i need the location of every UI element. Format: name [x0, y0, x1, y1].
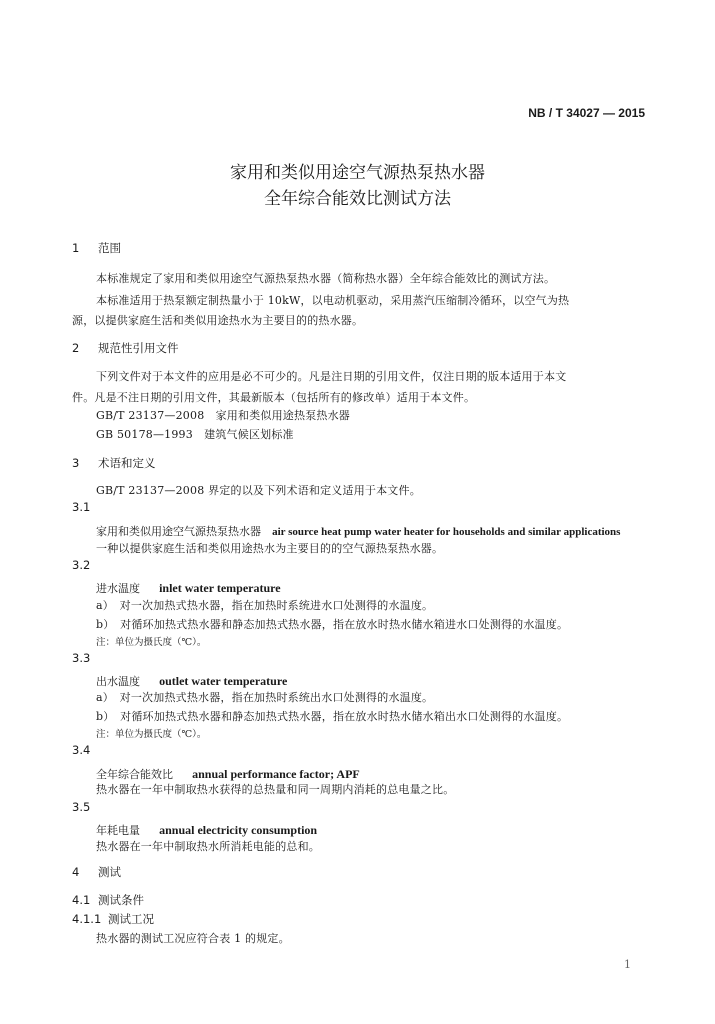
paragraph: 本标准适用于热泵额定制热量小于 10kW，以电动机驱动，采用蒸汽压缩制冷循环，以空气为热 — [96, 294, 570, 307]
term-english: air source heat pump water heater for households and similar applications — [272, 526, 621, 538]
term-number: 3.2 — [72, 558, 91, 572]
term-english: outlet water temperature — [159, 674, 288, 688]
section-4-heading — [72, 864, 121, 880]
section-number: 1 — [72, 241, 80, 255]
list-item: b） 对循环加热式热水器和静态加热式热水器，指在放水时热水储水箱进水口处测得的水温度。 — [96, 618, 569, 631]
paragraph: 热水器的测试工况应符合表 1 的规定。 — [96, 932, 290, 945]
term-chinese: 进水温度 — [96, 582, 140, 595]
term-entry — [96, 763, 360, 782]
section-number: 4.1.1 — [72, 912, 102, 926]
section-1-heading — [72, 240, 121, 256]
section-number: 2 — [72, 341, 80, 355]
term-definition: 热水器在一年中制取热水所消耗电能的总和。 — [96, 840, 320, 853]
term-chinese: 全年综合能效比 — [96, 768, 173, 781]
paragraph-continued: 源，以提供家庭生活和类似用途热水为主要目的的热水器。 — [72, 314, 364, 327]
paragraph-continued: 件。凡是不注日期的引用文件，其最新版本（包括所有的修改单）适用于本文件。 — [72, 391, 476, 404]
term-chinese: 家用和类似用途空气源热泵热水器 — [96, 525, 261, 538]
section-number: 3 — [72, 456, 80, 470]
standard-number: NB / T 34027 — 2015 — [528, 106, 645, 120]
list-item: b） 对循环加热式热水器和静态加热式热水器，指在放水时热水储水箱出水口处测得的水温度。 — [96, 710, 569, 723]
section-title: 术语和定义 — [98, 456, 156, 470]
section-number: 4 — [72, 865, 80, 879]
section-title: 测试 — [98, 865, 121, 879]
note: 注：单位为摄氏度（℃）。 — [96, 637, 207, 648]
section-title: 规范性引用文件 — [98, 341, 179, 355]
list-item: a） 对一次加热式热水器，指在加热时系统进水口处测得的水温度。 — [96, 599, 434, 612]
subsection-heading — [72, 892, 144, 908]
term-entry — [96, 520, 620, 539]
reference-item: GB/T 23137—2008 家用和类似用途热泵热水器 — [96, 409, 350, 422]
paragraph: 下列文件对于本文件的应用是必不可少的。凡是注日期的引用文件，仅注日期的版本适用于本文 — [96, 370, 567, 383]
page-number: 1 — [624, 958, 631, 971]
term-entry — [96, 819, 317, 838]
term-number: 3.4 — [72, 743, 91, 757]
section-title: 测试工况 — [108, 912, 154, 926]
term-english: annual performance factor; APF — [192, 767, 360, 781]
section-title: 范围 — [98, 241, 121, 255]
term-number: 3.3 — [72, 651, 91, 665]
reference-item: GB 50178—1993 建筑气候区划标准 — [96, 428, 294, 441]
term-chinese: 年耗电量 — [96, 824, 140, 837]
list-item: a） 对一次加热式热水器，指在加热时系统出水口处测得的水温度。 — [96, 691, 434, 704]
term-number: 3.1 — [72, 500, 91, 514]
document-title-line1: 家用和类似用途空气源热泵热水器 — [230, 163, 485, 183]
subsubsection-heading — [72, 911, 154, 927]
term-english: annual electricity consumption — [159, 823, 318, 837]
term-definition: 热水器在一年中制取热水获得的总热量和同一周期内消耗的总电量之比。 — [96, 783, 455, 796]
note: 注：单位为摄氏度（℃）。 — [96, 729, 207, 740]
term-english: inlet water temperature — [159, 581, 281, 595]
term-entry — [96, 577, 281, 596]
term-definition: 一种以提供家庭生活和类似用途热水为主要目的的空气源热泵热水器。 — [96, 542, 444, 555]
section-3-heading — [72, 455, 156, 471]
section-title: 测试条件 — [98, 893, 144, 907]
section-number: 4.1 — [72, 893, 91, 907]
document-title-line2: 全年综合能效比测试方法 — [264, 189, 451, 209]
section-2-heading — [72, 340, 179, 356]
paragraph: GB/T 23137—2008 界定的以及下列术语和定义适用于本文件。 — [96, 484, 421, 497]
term-entry — [96, 670, 287, 689]
paragraph: 本标准规定了家用和类似用途空气源热泵热水器（简称热水器）全年综合能效比的测试方法。 — [96, 272, 556, 285]
term-number: 3.5 — [72, 800, 91, 814]
term-chinese: 出水温度 — [96, 675, 140, 688]
